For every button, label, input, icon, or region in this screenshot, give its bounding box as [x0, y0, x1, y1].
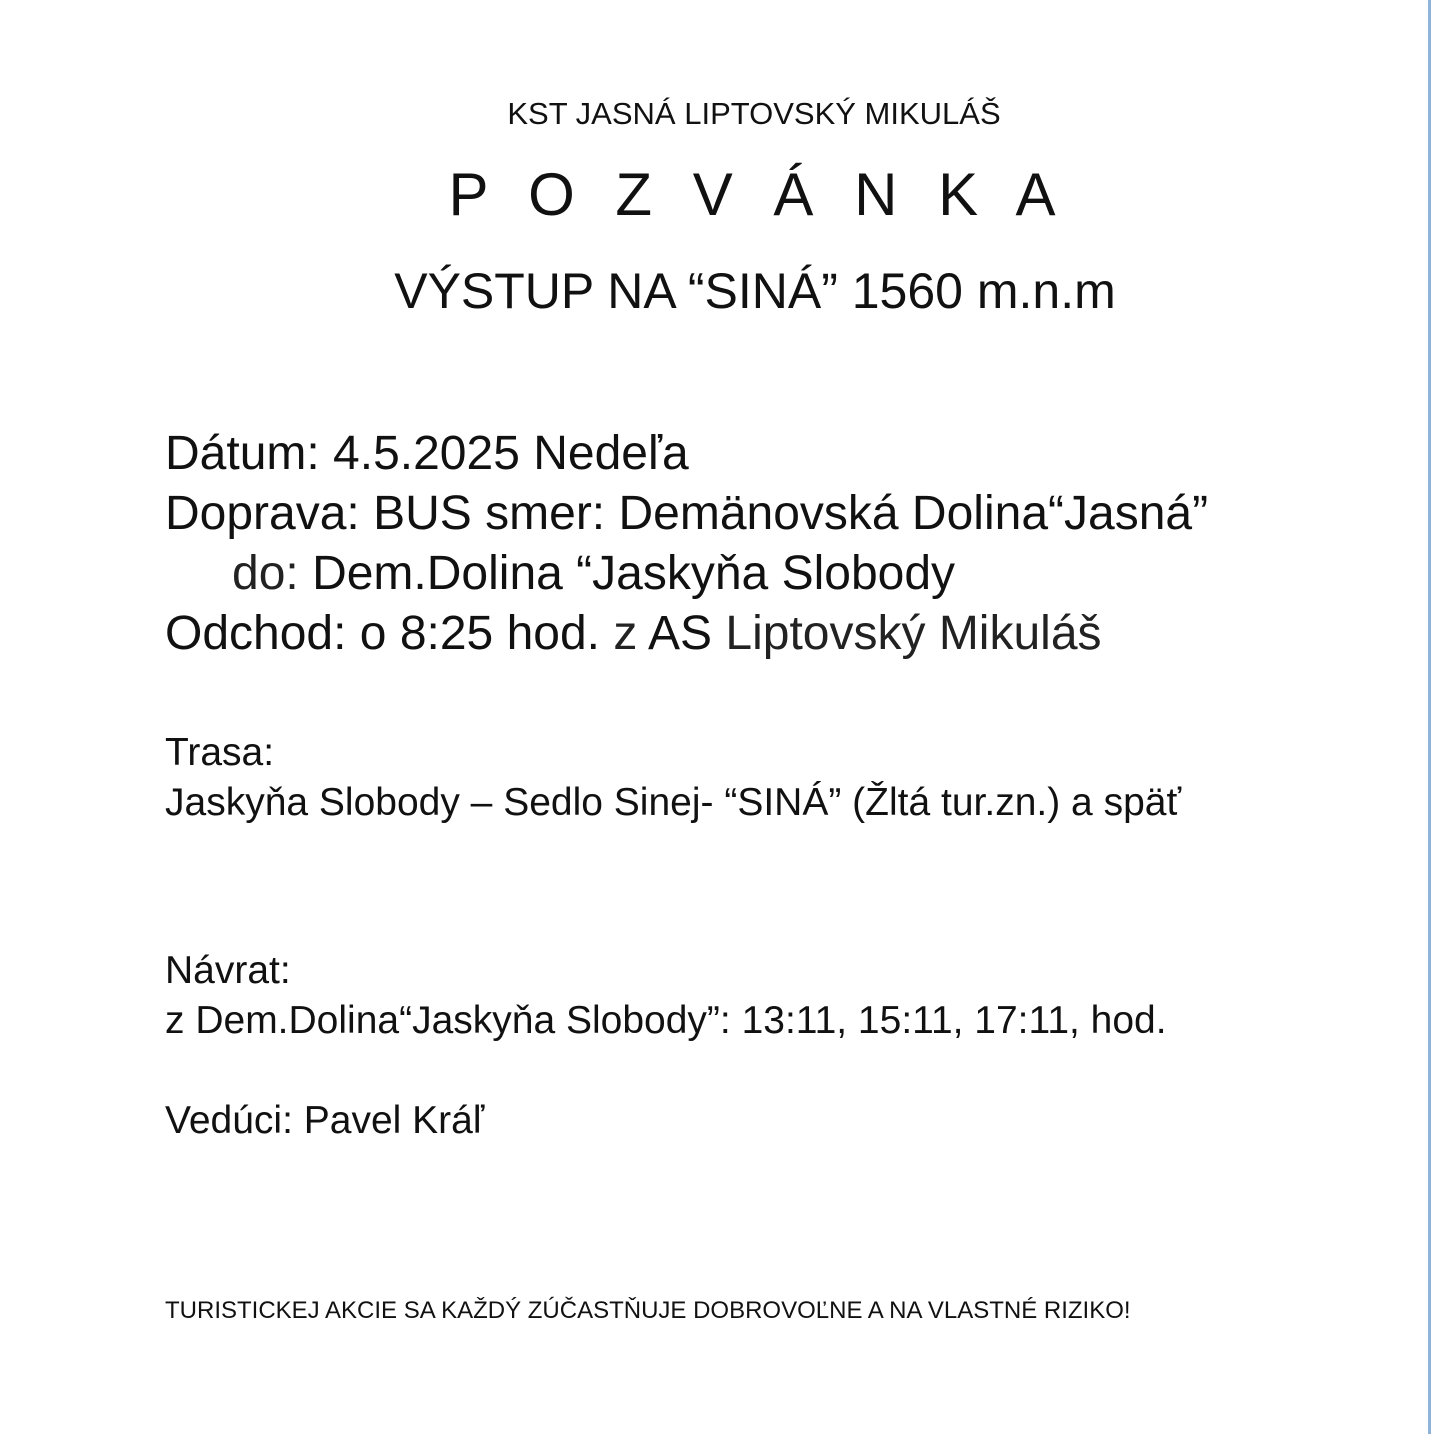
return-label: Návrat: [165, 949, 291, 992]
route-label: Trasa: [165, 731, 275, 774]
return-block [165, 946, 1167, 1046]
route-value: Jaskyňa Slobody – Sedlo Sinej- “SINÁ” (Žltá tur.zn.) a späť [165, 781, 1182, 824]
destination-prefix: do: [232, 547, 299, 600]
event-subtitle: VÝSTUP NA “SINÁ” 1560 m.n.m [394, 263, 1116, 319]
route-block [165, 728, 1181, 828]
departure-place: Liptovský Mikuláš [712, 607, 1102, 660]
disclaimer-text: TURISTICKEJ AKCIE SA KAŽDÝ ZÚČASTŇUJE DOBROVOĽNE A NA VLASTNÉ RIZIKO! [165, 1297, 1131, 1324]
date-line: Dátum: 4.5.2025 Nedeľa [165, 427, 689, 480]
departure-main: Odchod: o 8:25 hod. [165, 607, 600, 660]
destination-line [165, 544, 1208, 604]
departure-z: z [600, 607, 649, 660]
leader-line: Vedúci: Pavel Kráľ [165, 1099, 485, 1142]
return-value: z Dem.Dolina“Jaskyňa Slobody”: 13:11, 15:11, 17:11, hod. [165, 999, 1167, 1042]
departure-as: AS [648, 607, 713, 660]
destination-value: Dem.Dolina “Jaskyňa Slobody [298, 547, 956, 600]
organization-name: KST JASNÁ LIPTOVSKÝ MIKULÁŠ [507, 96, 1001, 131]
invitation-title: P O Z V Á N K A [448, 161, 1068, 228]
details-block [165, 424, 1208, 664]
departure-line [165, 604, 1208, 664]
transport-line: Doprava: BUS smer: Demänovská Dolina“Jasná” [165, 487, 1209, 540]
